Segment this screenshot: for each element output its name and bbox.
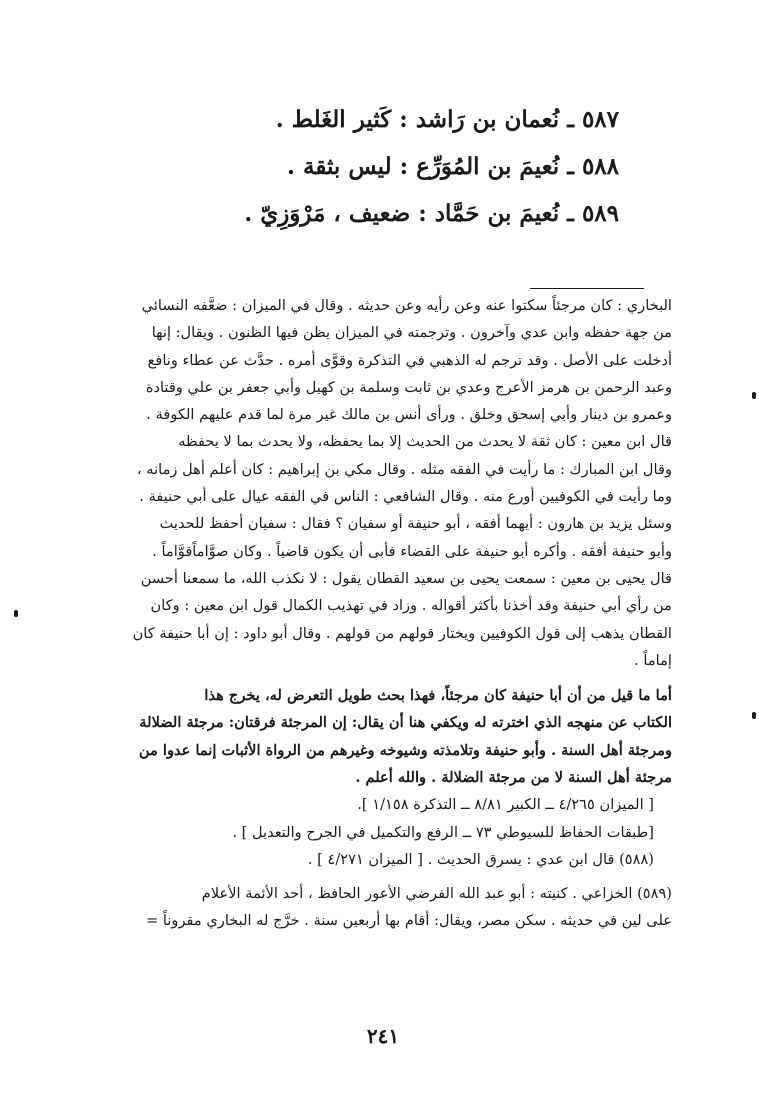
footnote-line: القطان يذهب إلى قول الكوفيين ويختار قولهم من قولهم . وقال أبو داود : إن أبا حنيفة كان [132,624,672,642]
entry-588: ٥٨٨ ـ نُعيمَ بن المُوَرِّع : ليس بثقة . [287,153,619,180]
entry-589: ٥٨٩ ـ نُعيمَ بن حَمَّاد : ضعيف ، مَرْوَزِيّ . [244,200,619,227]
note-589-line: (٥٨٩) الخزاعي . كنيته : أبو عبد الله الفرضي الأعور الحافظ ، أحد الأئمة الأعلام [201,884,672,902]
page-number: ٢٤١ [366,1024,400,1048]
commentary-line: ومرجئة أهل السنة . وأبو حنيفة وتلامذته وشيوخه وغيرهم من الرواة الأثبات إنما عدوا من [138,741,672,759]
footnote-line: إماماً . [634,651,672,669]
footnote-line: وسئل يزيد بن هارون : أيهما أفقه ، أبو حنيفة أو سفيان ؟ فقال : سفيان أحفظ للحديث [159,515,672,533]
margin-mark [752,392,756,399]
spacer [92,674,672,682]
margin-mark [752,712,756,719]
narrator-entries [99,96,619,237]
footnote-line: من رأي أبي حنيفة وقد أخذنا بأكثر أقواله . وزاد في تهذيب الكمال قول ابن معين : وكان [150,597,672,615]
footnote-line: وعبد الرحمن بن هرمز الأعرج وعدي بن ثابت وسلمة بن كهيل وأبي جعفر بن علي وقتادة [145,378,672,396]
footnote-line: البخاري : كان مرجئاً سكتوا عنه وعن رأيه وعن حديثه . وقال في الميزان : ضعَّفه النسائي [141,297,672,314]
commentary-line: الكتاب عن منهجه الذي اخترته له ويكفي هنا أن يقال: إن المرجئة فرقتان: مرجئة الضلالة [139,714,672,732]
footnote-line: وعمرو بن دينار وأبي إسحق وخلق . ورأى أنس بن مالك غير مرة لما قدم عليهم الكوفة . [146,406,672,424]
reference-line: (٥٨٨) قال ابن عدي : يسرق الحديث . [ الميزان ٤/٢٧١ ] . [307,851,654,869]
note-589-line: على لين في حديثه . سكن مصر، ويقال: أقام بها أربعين سنة . خرَّج له البخاري مقروناً = [146,912,672,930]
footnotes [92,292,672,934]
footnote-line: وما رأيت في الكوفيين أورع منه . وقال الشافعي : الناس في الفقه عيال على أبي حنيفة . [139,488,672,506]
footnote-line: من جهة حفظه وابن عدي وآخرون . وترجمته في الميزان يظن فيها الظنون . ويقال: إنها [151,324,672,342]
commentary-line: أما ما قيل من أن أبا حنيفة كان مرجئاً، فهذا بحث طويل التعرض له، يخرج هذا [204,687,672,705]
footnote-line: وأبو حنيفة أفقه . وأكره أبو حنيفة على القضاء فأبى أن يكون قاضياً . وكان صوَّاماًقوَّاماً . [152,542,672,560]
commentary-line: مرجئة أهل السنة لا من مرجئة الضلالة . والله أعلم . [355,769,672,787]
entry-587: ٥٨٧ ـ نُعمان بن رَاشد : كَثير الغَلط . [275,106,619,133]
footnote-line: قال ابن معين : كان ثقة لا يحدث من الحديث إلا بما يحفظه، ولا يحدث بما لا يحفظه [178,433,672,451]
footnote-separator [530,288,644,289]
margin-mark [14,610,18,617]
reference-line: [ الميزان ٤/٢٦٥ ــ الكبير ٨/٨١ ــ التذكرة ١/١٥٨ ]. [357,796,654,814]
footnote-line: قال يحيى بن معين : سمعت يحيى بن سعيد القطان يقول : لا نكذب الله، ما سمعنا أحسن [140,569,672,587]
footnote-line: أدخلت على الأصل . وقد ترجم له الذهبي في التذكرة وقوَّى أمره . حدَّث عن عطاء ونافع [147,351,672,369]
footnote-line: وقال ابن المبارك : ما رأيت في الفقه مثله . وقال مكي بن إبراهيم : كان أعلم أهل زمانه ، [136,460,672,478]
reference-line: [طبقات الحفاظ للسيوطي ٧٣ ــ الرفع والتكميل في الجرح والتعديل ] . [232,823,654,841]
